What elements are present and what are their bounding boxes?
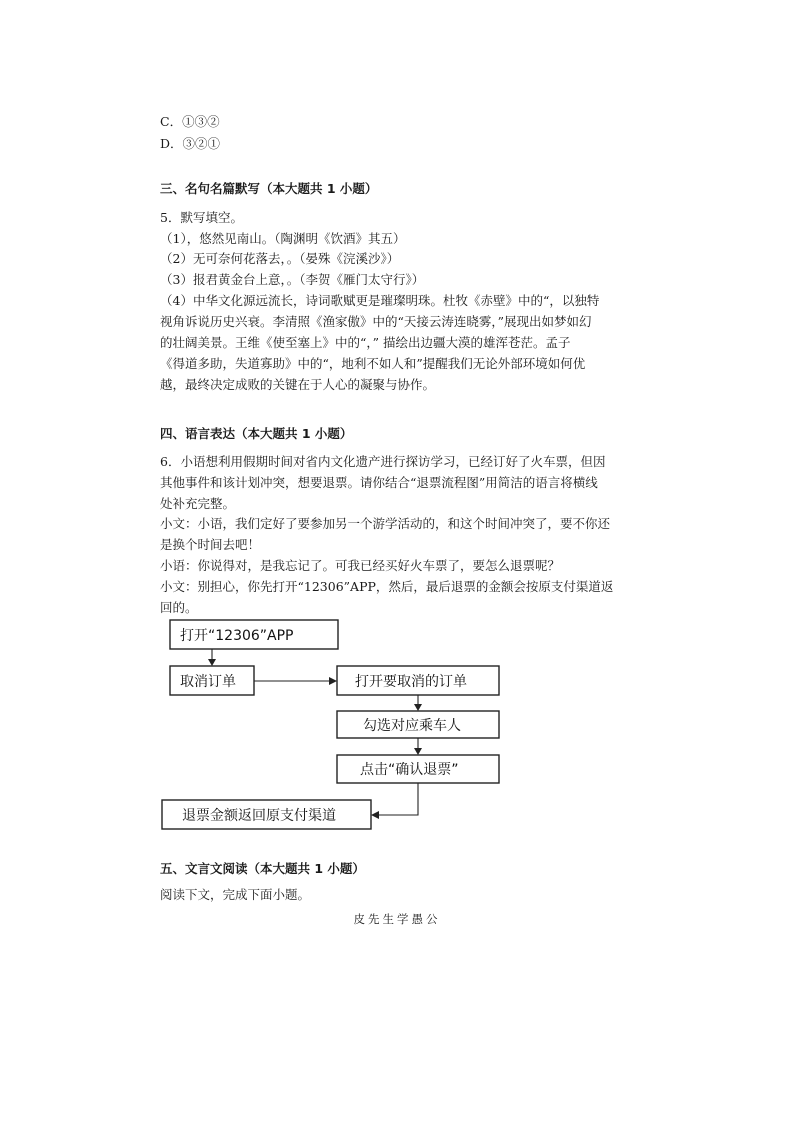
q6-dialogue-1-cont: 是换个时间去吧！ <box>160 537 261 552</box>
flow-step-open-app-text: 打开“12306”APP <box>180 628 294 644</box>
q5-line-2: （2）无可奈何花落去，。（晏殊《浣溪沙》） <box>160 251 400 266</box>
q5-line-3: （3）报君黄金台上意，。（李贺《雁门太守行》） <box>160 272 425 287</box>
flow-arrowhead-5 <box>371 811 379 819</box>
section4-heading: 四、语言表达（本大题共 1 小题） <box>160 426 353 441</box>
q5-line-7: 《得道多助，失道寡助》中的“，地利不如人和”提醒我们无论外部环境如何优 <box>160 356 586 371</box>
flow-arrowhead-3 <box>414 704 422 711</box>
q6-dialogue-3: 小文：别担心，你先打开“12306”APP，然后，最后退票的金额会按原支付渠道返 <box>160 579 614 594</box>
flow-arrowhead-2 <box>329 677 337 685</box>
q6-dialogue-1: 小文：小语，我们定好了要参加另一个游学活动的，和这个时间冲突了，要不你还 <box>160 516 611 531</box>
flow-step-select-passenger-text: 勾选对应乘车人 <box>363 718 461 734</box>
option-d: D．③②① <box>160 136 221 151</box>
q5-line-5: 视角诉说历史兴衰。李清照《渔家傲》中的“天接云涛连晓雾，”展现出如梦如幻 <box>160 314 592 329</box>
q5-line-6: 的壮阔美景。王维《使至塞上》中的“，” 描绘出边疆大漠的雄浑苍茫。孟子 <box>160 335 571 350</box>
q6-dialogue-2: 小语：你说得对，是我忘记了。可我已经买好火车票了，要怎么退票呢？ <box>160 558 561 573</box>
section5-intro: 阅读下文，完成下面小题。 <box>160 887 311 902</box>
flow-arrowhead-4 <box>414 748 422 755</box>
question-5-label: 5．默写填空。 <box>160 210 243 225</box>
flow-step-confirm-refund-text: 点击“确认退票” <box>360 762 459 778</box>
section3-heading: 三、名句名篇默写（本大题共 1 小题） <box>160 181 378 196</box>
flow-arrowhead-1 <box>208 659 216 666</box>
flow-arrow-5 <box>378 783 418 815</box>
q5-line-1: （1），悠然见南山。（陶渊明《饮酒》其五） <box>160 231 406 246</box>
q5-line-4: （4）中华文化源远流长，诗词歌赋更是璀璨明珠。杜牧《赤壁》中的“，以独特 <box>160 293 600 308</box>
flow-step-cancel-order-text: 取消订单 <box>180 674 236 690</box>
q6-dialogue-3-cont: 回的。 <box>160 600 198 615</box>
q6-line-3: 处补充完整。 <box>160 496 236 511</box>
option-c: C．①③② <box>160 114 220 129</box>
flow-step-open-order-text: 打开要取消的订单 <box>355 674 467 690</box>
passage-title: 皮先生学愚公 <box>353 912 441 926</box>
section5-heading: 五、文言文阅读（本大题共 1 小题） <box>160 861 365 876</box>
q6-line-2: 其他事件和该计划冲突，想要退票。请你结合“退票流程图”用简洁的语言将横线 <box>160 475 598 490</box>
q6-line-1: 6．小语想利用假期时间对省内文化遗产进行探访学习，已经订好了火车票，但因 <box>160 454 606 469</box>
q5-line-8: 越，最终决定成败的关键在于人心的凝聚与协作。 <box>160 377 436 392</box>
flow-step-refund-returned-text: 退票金额返回原支付渠道 <box>182 808 336 824</box>
